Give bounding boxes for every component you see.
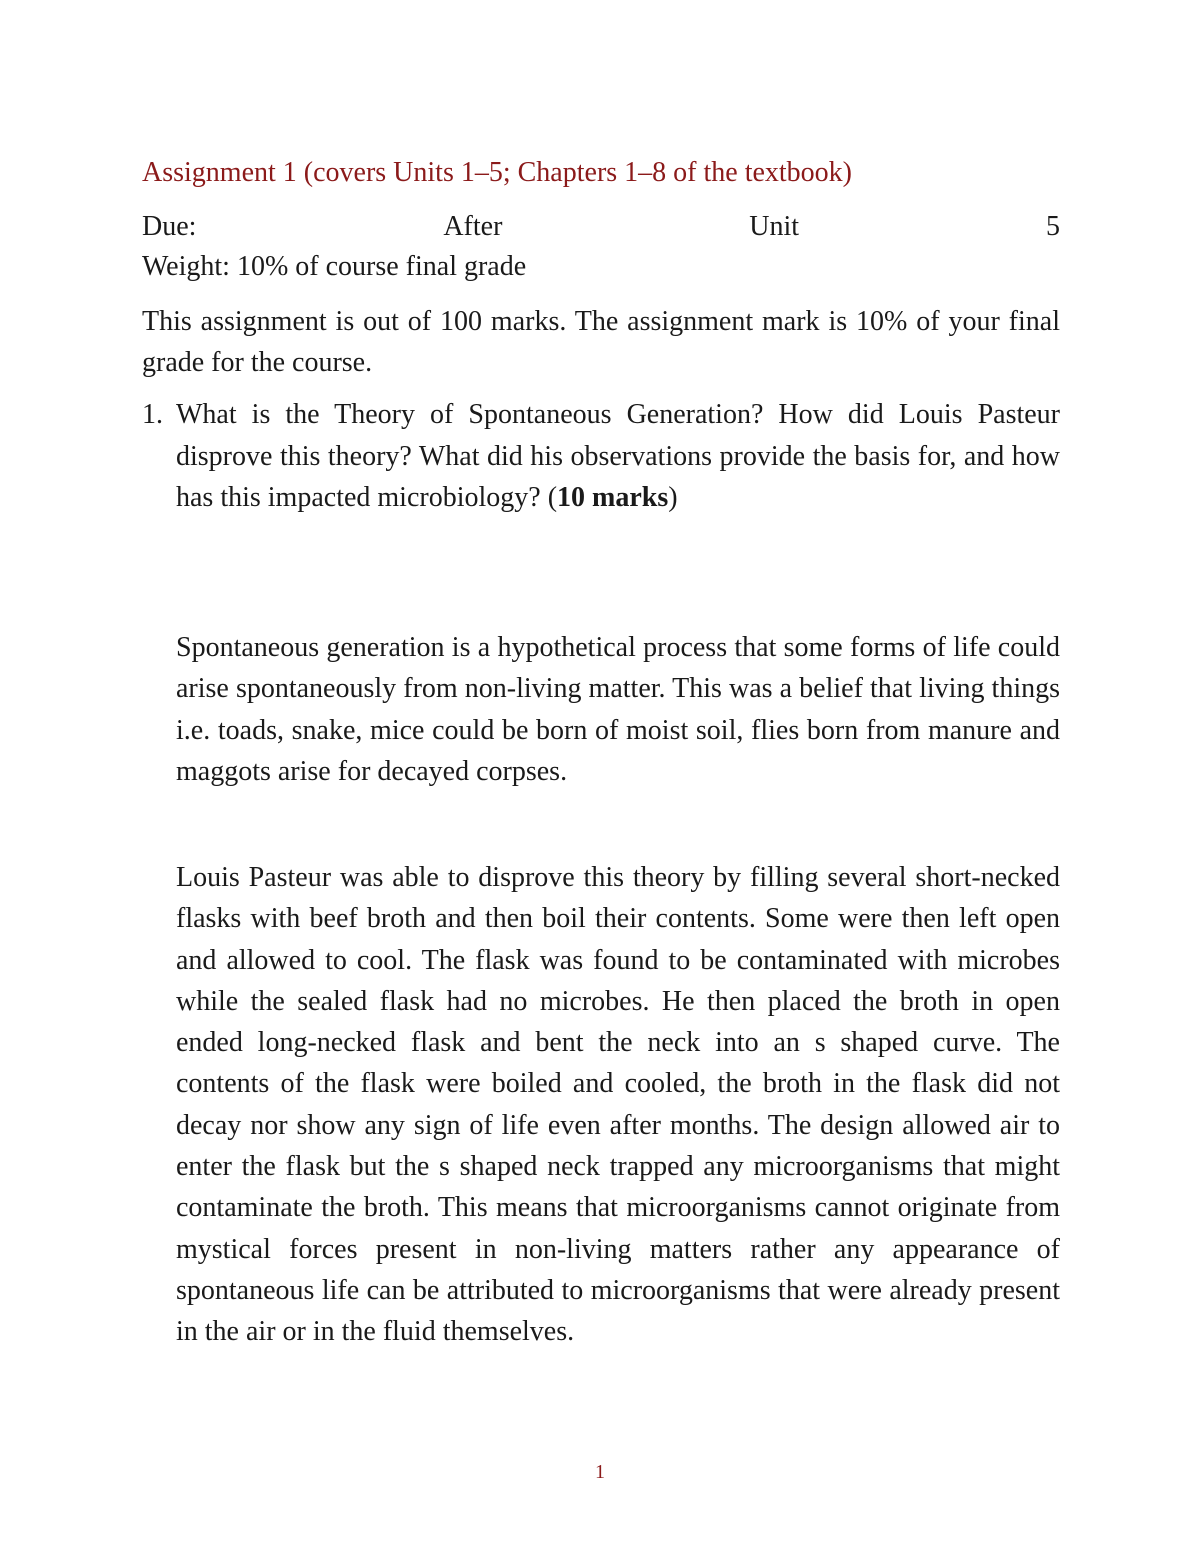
- due-label: Due:: [142, 211, 197, 242]
- weight-line: Weight: 10% of course final grade: [142, 251, 527, 282]
- assignment-heading: Assignment 1 (covers Units 1–5; Chapters 1–8 of the textbook): [142, 157, 853, 188]
- due-line: [142, 206, 1060, 248]
- due-unit-number: 5: [1045, 211, 1060, 242]
- marks-close-paren: ): [668, 482, 678, 513]
- question-text: [176, 394, 1060, 519]
- marks-open-paren: (: [547, 482, 558, 513]
- answer-paragraph-2: Louis Pasteur was able to disprove this theory by filling several short-necked flasks with beef broth and then boil their contents. Some were then left open and allowed to cool. The flask was found to be contaminated with microbes while the sealed flask had no microbes. He then placed the broth in open ended long-necked flask and bent the neck into an s shaped curve. The contents of the flask were boiled and cooled, the broth in the flask did not decay nor show any sign of life even after months. The design allowed air to enter the flask but the s shaped neck trapped any microorganisms that might contaminate the broth. This means that microorganisms cannot originate from mystical forces present in non-living matters rather any appearance of spontaneous life can be attributed to microorganisms that were already present in the air or in the fluid themselves.: [176, 862, 1060, 1348]
- question-marks: [548, 482, 678, 513]
- question-prompt: What is the Theory of Spontaneous Generation? How did Louis Pasteur disprove this theory? What did his observations provide the basis for, and how has this impacted microbiology?: [176, 399, 1060, 513]
- intro-paragraph: This assignment is out of 100 marks. The assignment mark is 10% of your final grade for the course.: [142, 306, 1060, 378]
- page-number: 1: [595, 1461, 605, 1483]
- due-word-after: After: [443, 211, 503, 242]
- due-word-unit: Unit: [749, 211, 800, 242]
- question-number: 1.: [142, 399, 163, 430]
- answer-paragraph-1: Spontaneous generation is a hypothetical process that some forms of life could arise spontaneously from non-living matter. This was a belief that living things i.e. toads, snake, mice could be born of moist soil, flies born from manure and maggots arise for decayed corpses.: [176, 632, 1060, 787]
- marks-value: 10 marks: [557, 482, 669, 513]
